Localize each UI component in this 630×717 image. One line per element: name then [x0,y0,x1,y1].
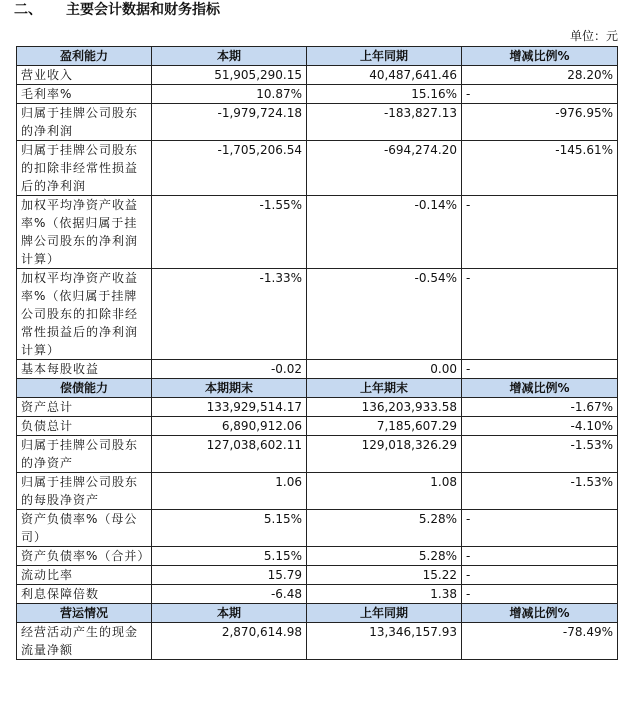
change-value: - [462,547,618,566]
prior-value: 129,018,326.29 [307,436,462,473]
table-row [17,360,618,379]
row-label: 营业收入 [17,66,152,85]
row-label: 资产负债率%（母公司） [17,510,152,547]
table-row [17,547,618,566]
table-row [17,85,618,104]
change-value: -78.49% [462,623,618,660]
row-label: 毛利率% [17,85,152,104]
current-value: 10.87% [152,85,307,104]
table-row [17,510,618,547]
table-row [17,398,618,417]
row-label: 资产总计 [17,398,152,417]
row-label: 归属于挂牌公司股东的扣除非经常性损益后的净利润 [17,141,152,196]
table-row [17,66,618,85]
profitability-header-row [17,47,618,66]
operations-header-row [17,604,618,623]
row-label: 负债总计 [17,417,152,436]
prior-value: 40,487,641.46 [307,66,462,85]
row-label: 流动比率 [17,566,152,585]
solvency-header-cell: 偿债能力 [17,379,152,398]
row-label: 经营活动产生的现金流量净额 [17,623,152,660]
prior-value: 0.00 [307,360,462,379]
current-value: 133,929,514.17 [152,398,307,417]
profitability-header-cell: 上年同期 [307,47,462,66]
prior-value: -0.14% [307,196,462,269]
operations-header-cell: 上年同期 [307,604,462,623]
table-row [17,141,618,196]
row-label: 归属于挂牌公司股东的每股净资产 [17,473,152,510]
change-value: -1.53% [462,473,618,510]
operations-header-cell: 营运情况 [17,604,152,623]
current-value: -1.33% [152,269,307,360]
current-value: -1,979,724.18 [152,104,307,141]
current-value: 5.15% [152,510,307,547]
table-row [17,196,618,269]
table-row [17,104,618,141]
prior-value: 13,346,157.93 [307,623,462,660]
current-value: 5.15% [152,547,307,566]
table-row [17,417,618,436]
change-value: -145.61% [462,141,618,196]
change-value: - [462,269,618,360]
profitability-header-cell: 本期 [152,47,307,66]
current-value: 1.06 [152,473,307,510]
change-value: 28.20% [462,66,618,85]
current-value: -6.48 [152,585,307,604]
profitability-header-cell: 增减比例% [462,47,618,66]
operations-header-cell: 增减比例% [462,604,618,623]
change-value: - [462,196,618,269]
row-label: 资产负债率%（合并） [17,547,152,566]
prior-value: 15.16% [307,85,462,104]
prior-value: -183,827.13 [307,104,462,141]
current-value: 51,905,290.15 [152,66,307,85]
change-value: -1.53% [462,436,618,473]
prior-value: 15.22 [307,566,462,585]
row-label: 加权平均净资产收益率%（依归属于挂牌公司股东的扣除非经常性损益后的净利润计算） [17,269,152,360]
change-value: - [462,510,618,547]
prior-value: 136,203,933.58 [307,398,462,417]
solvency-header-cell: 本期期末 [152,379,307,398]
prior-value: 5.28% [307,510,462,547]
table-row [17,623,618,660]
prior-value: -0.54% [307,269,462,360]
unit-label: 单位：元 [569,29,618,43]
current-value: 127,038,602.11 [152,436,307,473]
table-row [17,436,618,473]
table-row [17,473,618,510]
change-value: - [462,585,618,604]
current-value: 2,870,614.98 [152,623,307,660]
profitability-header-cell: 盈利能力 [17,47,152,66]
solvency-header-cell: 增减比例% [462,379,618,398]
row-label: 归属于挂牌公司股东的净资产 [17,436,152,473]
current-value: -1.55% [152,196,307,269]
prior-value: 5.28% [307,547,462,566]
row-label: 归属于挂牌公司股东的净利润 [17,104,152,141]
prior-value: 1.38 [307,585,462,604]
solvency-header-cell: 上年期末 [307,379,462,398]
current-value: -0.02 [152,360,307,379]
change-value: -4.10% [462,417,618,436]
operations-header-cell: 本期 [152,604,307,623]
table-row [17,585,618,604]
table-row [17,269,618,360]
current-value: -1,705,206.54 [152,141,307,196]
change-value: - [462,566,618,585]
change-value: - [462,360,618,379]
prior-value: -694,274.20 [307,141,462,196]
change-value: -1.67% [462,398,618,417]
current-value: 6,890,912.06 [152,417,307,436]
section-title: 主要会计数据和财务指标 [66,2,220,18]
section-heading [14,0,220,22]
row-label: 基本每股收益 [17,360,152,379]
solvency-header-row [17,379,618,398]
section-number: 二、 [14,2,42,18]
row-label: 利息保障倍数 [17,585,152,604]
change-value: - [462,85,618,104]
change-value: -976.95% [462,104,618,141]
prior-value: 7,185,607.29 [307,417,462,436]
current-value: 15.79 [152,566,307,585]
prior-value: 1.08 [307,473,462,510]
row-label: 加权平均净资产收益率%（依据归属于挂牌公司股东的净利润计算） [17,196,152,269]
table-body [17,47,618,660]
table-row [17,566,618,585]
financial-indicators-table [16,46,618,660]
